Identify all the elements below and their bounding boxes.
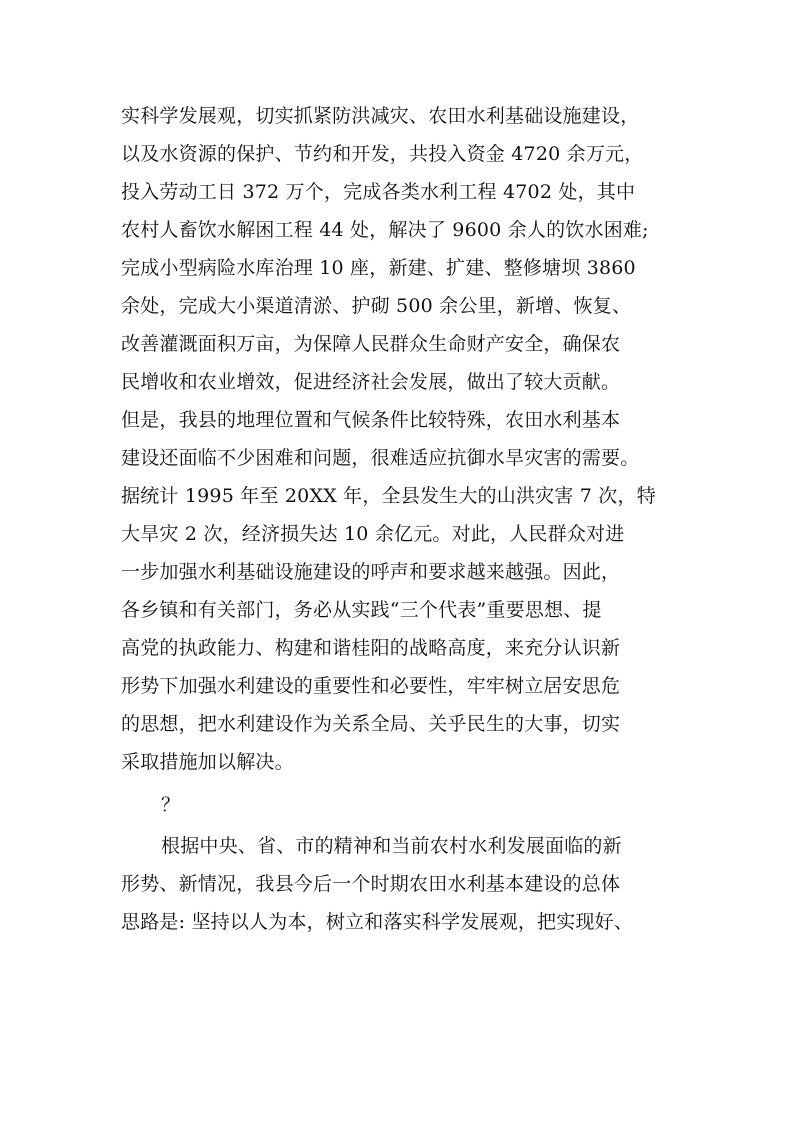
text-line-17: 的思想，把水利建设作为关系全局、关乎民生的大事，切实 <box>121 713 621 735</box>
text-line-14: 各乡镇和有关部门，务必从实践“三个代表”重要思想、提 <box>121 599 602 621</box>
text-line-3: 投入劳动工日 372 万个，完成各类水利工程 4702 处，其中 <box>121 181 636 203</box>
text-line-5: 完成小型病险水库治理 10 座，新建、扩建、整修塘坝 3860 <box>121 257 636 279</box>
text-line-18: 采取措施加以解决。 <box>121 751 294 773</box>
text-line-9: 但是，我县的地理位置和气候条件比较特殊，农田水利基本 <box>121 409 621 431</box>
text-line-6: 余处，完成大小渠道清淤、护砌 500 余公里，新增、恢复、 <box>121 295 632 317</box>
text-line-21: 形势、新情况，我县今后一个时期农田水利基本建设的总体 <box>121 873 621 895</box>
text-line-8: 民增收和农业增效，促进经济社会发展，做出了较大贡献。 <box>121 371 621 393</box>
text-line-1: 实科学发展观，切实抓紧防洪减灾、农田水利基础设施建设， <box>121 105 640 127</box>
text-line-2: 以及水资源的保护、节约和开发，共投入资金 4720 余万元， <box>121 143 644 165</box>
question-mark-line: ？ <box>161 794 181 816</box>
text-line-15: 高党的执政能力、构建和谐桂阳的战略高度，来充分认识新 <box>121 637 621 659</box>
text-line-12: 大旱灾 2 次，经济损失达 10 余亿元。对此，人民群众对进 <box>121 523 625 545</box>
text-line-11: 据统计 1995 年至 20XX 年，全县发生大的山洪灾害 7 次，特 <box>121 485 656 507</box>
text-line-10: 建设还面临不少困难和问题，很难适应抗御水旱灾害的需要。 <box>121 447 640 469</box>
text-line-4: 农村人畜饮水解困工程 44 处，解决了 9600 余人的饮水困难; <box>121 219 649 241</box>
text-line-20: 根据中央、省、市的精神和当前农村水利发展面临的新 <box>161 835 622 857</box>
text-line-22: 思路是: 坚持以人为本，树立和落实科学发展观，把实现好、 <box>121 911 634 933</box>
text-line-16: 形势下加强水利建设的重要性和必要性，牢牢树立居安思危 <box>121 675 621 697</box>
text-line-13: 一步加强水利基础设施建设的呼声和要求越来越强。因此， <box>121 561 621 583</box>
text-line-7: 改善灌溉面积万亩，为保障人民群众生命财产安全，确保农 <box>121 333 621 355</box>
